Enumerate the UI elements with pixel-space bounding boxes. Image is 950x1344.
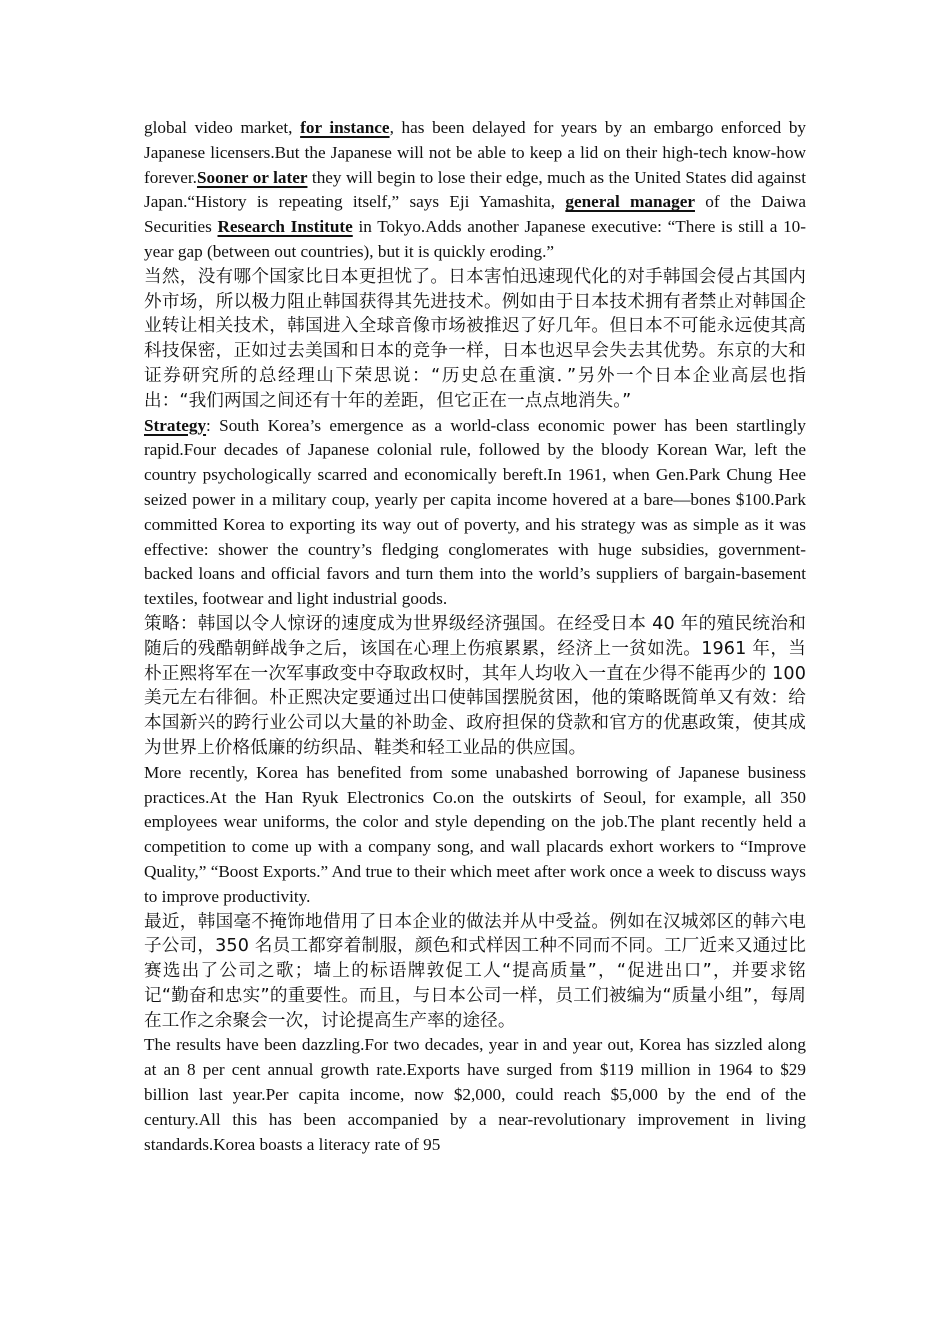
- text-segment: 当然，没有哪个国家比日本更担忧了。日本害怕迅速现代化的对手韩国会侵占其国内外市场，所以极力阻止韩国获得其先进技术。例如由于日本技术拥有者禁止对韩国企业转让相关技术，韩国进入全球音像市场被推迟了好几年。但日本不可能永远使其高科技保密，正如过去美国和日本的竞争一样，日本也迟早会失去其优势。东京的大和证券研究所的总经理山下荣思说：“历史总在重演．”另外一个日本企业高层也指出：“我们两国之间还有十年的差距，但它正在一点点地消失。”: [144, 266, 806, 411]
- keyword-sooner-or-later: Sooner or later: [196, 167, 308, 187]
- paragraph-zh-3: [144, 910, 806, 1034]
- paragraph-en-4: [144, 1033, 806, 1157]
- keyword-general-manager: general manager: [565, 192, 695, 212]
- keyword-strategy: Strategy: [144, 415, 207, 435]
- paragraph-zh-2: [144, 612, 806, 761]
- text-segment: : South Korea’s emergence as a world-class economic power has been startlingly rapid.Four decades of Japanese colonial rule, followed by the bloody Korean War, left the country psychologically scarred and economically bereft.In 1961, when Gen.Park Chung Hee seized power in a military coup, yearly per capita income hovered at a bare—bones $100.Park committed Korea to exporting its way out of poverty, and his strategy was as simple as it was effective: shower the country’s fledging conglomerates with huge subsidies, government-backed loans and official favors and turn them into the world’s suppliers of bargain-basement textiles, footwear and light industrial goods.: [144, 415, 806, 609]
- text-segment: The results have been dazzling.For two decades, year in and year out, Korea has sizzled along at an 8 per cent annual growth rate.Exports have surged from $119 million in 1964 to $29 billion last year.Per capita income, now $2,000, could reach $5,000 by the end of the century.All this has been accompanied by a near-revolutionary improvement in living standards.Korea boasts a literacy rate of 95: [144, 1035, 806, 1154]
- text-segment: 最近，韩国毫不掩饰地借用了日本企业的做法并从中受益。例如在汉城郊区的韩六电子公司，350 名员工都穿着制服，颜色和式样因工种不同而不同。工厂近来又通过比赛选出了公司之歌；墙上的标语牌敦促工人“提高质量”，“促进出口”，并要求铭记“勤奋和忠实”的重要性。而且，与日本公司一样，员工们被编为“质量小组”，每周在工作之余聚会一次，讨论提高生产率的途径。: [144, 911, 806, 1031]
- text-segment: More recently, Korea has benefited from some unabashed borrowing of Japanese business practices.At the Han Ryuk Electronics Co.on the outskirts of Seoul, for example, all 350 employees wear uniforms, the color and style depending on the job.The plant recently held a competition to come up with a company song, and wall placards exhort workers to “Improve Quality,” “Boost Exports.” And true to their which meet after work once a week to discuss ways to improve productivity.: [144, 762, 806, 906]
- paragraph-en-2: [144, 414, 806, 612]
- text-segment: in Tokyo.Adds another Japanese executive: “There is still a 10-year gap (between out countries), but it is quickly eroding.”: [144, 217, 806, 261]
- text-segment: of the Daiwa Securities: [144, 192, 806, 237]
- document-page: [144, 116, 806, 1157]
- paragraph-en-3: [144, 761, 806, 910]
- paragraph-en-1: [144, 116, 806, 265]
- text-segment: , has been delayed for years by an embargo enforced by Japanese licensers.But the Japanese will not be able to keep a lid on their high-tech know-how forever.: [144, 118, 807, 187]
- keyword-for-instance: for instance: [300, 118, 390, 137]
- text-segment: 策略：韩国以令人惊讶的速度成为世界级经济强国。在经受日本 40 年的殖民统治和随后的残酷朝鲜战争之后，该国在心理上伤痕累累，经济上一贫如洗。1961 年，当朴正熙将军在一次军事政变中夺取政权时，其年人均收入一直在少得不能再少的 100 美元左右徘徊。朴正熙决定要通过出口使韩国摆脱贫困，他的策略既简单又有效：给本国新兴的跨行业公司以大量的补助金、政府担保的贷款和官方的优惠政策，使其成为世界上价格低廉的纺织品、鞋类和轻工业品的供应国。: [144, 613, 806, 758]
- text-segment: they will begin to lose their edge, much as the United States did against Japan.“History is repeating itself,” says Eji Yamashita,: [144, 167, 806, 212]
- text-segment: global video market,: [144, 118, 301, 137]
- paragraph-zh-1: [144, 265, 806, 414]
- keyword-research-institute: Research Institute: [217, 217, 353, 237]
